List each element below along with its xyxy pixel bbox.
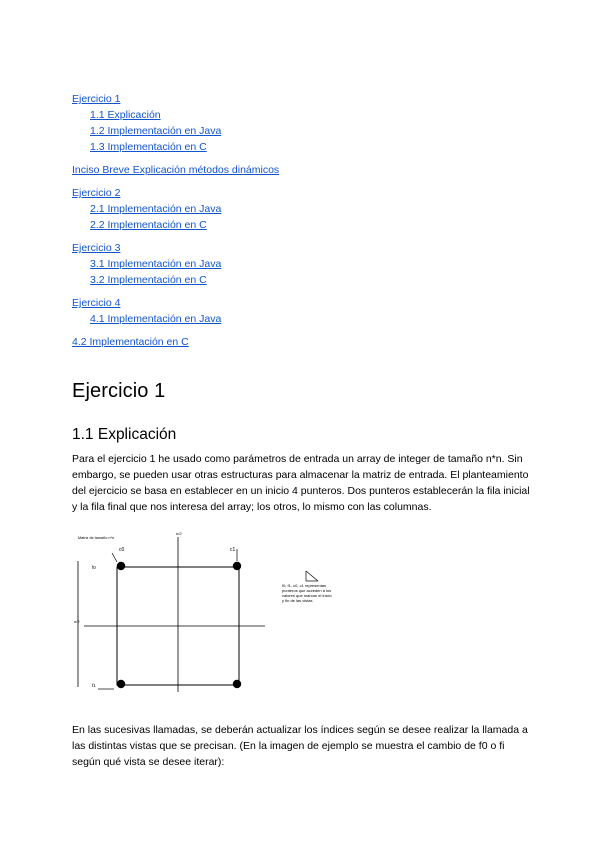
- toc-entry-subsection[interactable]: 1.1 Explicación: [90, 109, 161, 121]
- matrix-diagram: [70, 527, 342, 697]
- pointer-top-left: [117, 562, 125, 570]
- c0-label: c0: [119, 547, 125, 553]
- left-half-label: n/2: [74, 619, 80, 624]
- pointer-bottom-right: [233, 680, 241, 688]
- size-label: Matriz de tamaño n*n: [78, 536, 115, 540]
- c1-label: c1: [230, 547, 236, 553]
- toc-entry-section[interactable]: Ejercicio 1: [72, 93, 121, 105]
- toc-entry-subsection[interactable]: 2.2 Implementación en C: [90, 219, 207, 231]
- pointer-bottom-left: [117, 680, 125, 688]
- toc-entry-section[interactable]: Inciso Breve Explicación métodos dinámicos: [72, 164, 280, 176]
- toc-entry-subsection[interactable]: 3.1 Implementación en Java: [90, 258, 222, 270]
- toc-entry-section[interactable]: 4.2 Implementación en C: [72, 336, 189, 348]
- arrow-f0: [112, 553, 117, 562]
- toc-entry-subsection[interactable]: 1.3 Implementación en C: [90, 141, 207, 153]
- note-corner-d: [306, 571, 318, 581]
- table-of-contents: [72, 91, 532, 350]
- toc-entry-section[interactable]: Ejercicio 3: [72, 242, 121, 254]
- paragraph-explanation: Para el ejercicio 1 he usado como parámetros de entrada un array de integer de tamaño n*n. Sin embargo, se pueden usar otras estructuras para almacenar la matriz de entrada. El planteamiento del ejercicio se basa en establecer en un inicio 4 punteros. Dos punteros establecerán la fila inicial y la fila final que nos interesa del array; los otros, lo mismo con las columnas.: [72, 453, 530, 513]
- note-line-3: valores que marcan el inicio: [282, 593, 332, 598]
- note-line-4: y fin de las vistas: [282, 598, 313, 603]
- pointer-top-right: [233, 562, 241, 570]
- toc-entry-subsection[interactable]: 1.2 Implementación en Java: [90, 125, 222, 137]
- section-heading: Ejercicio 1: [72, 380, 166, 402]
- paragraph-calls: En las sucesivas llamadas, se deberán actualizar los índices según se desee realizar la llamada a las distintas vistas que se precisan. (En la imagen de ejemplo se muestra el cambio de f0 o fi según qué vista se desee iterar):: [72, 724, 528, 768]
- toc-entry-section[interactable]: Ejercicio 2: [72, 187, 121, 199]
- f1-label: f1: [92, 683, 96, 688]
- top-half-label: n/2: [176, 531, 182, 536]
- f0-label: f0: [92, 565, 96, 570]
- toc-entry-section[interactable]: Ejercicio 4: [72, 297, 121, 309]
- toc-entry-subsection[interactable]: 3.2 Implementación en C: [90, 274, 207, 286]
- toc-entry-subsection[interactable]: 2.1 Implementación en Java: [90, 203, 222, 215]
- note-line-2: punteros que acceden a los: [282, 588, 332, 593]
- subsection-heading: 1.1 Explicación: [72, 426, 177, 443]
- toc-entry-subsection[interactable]: 4.1 Implementación en Java: [90, 313, 222, 325]
- note-line-1: f0, f1, c0, c1 representan: [282, 583, 327, 588]
